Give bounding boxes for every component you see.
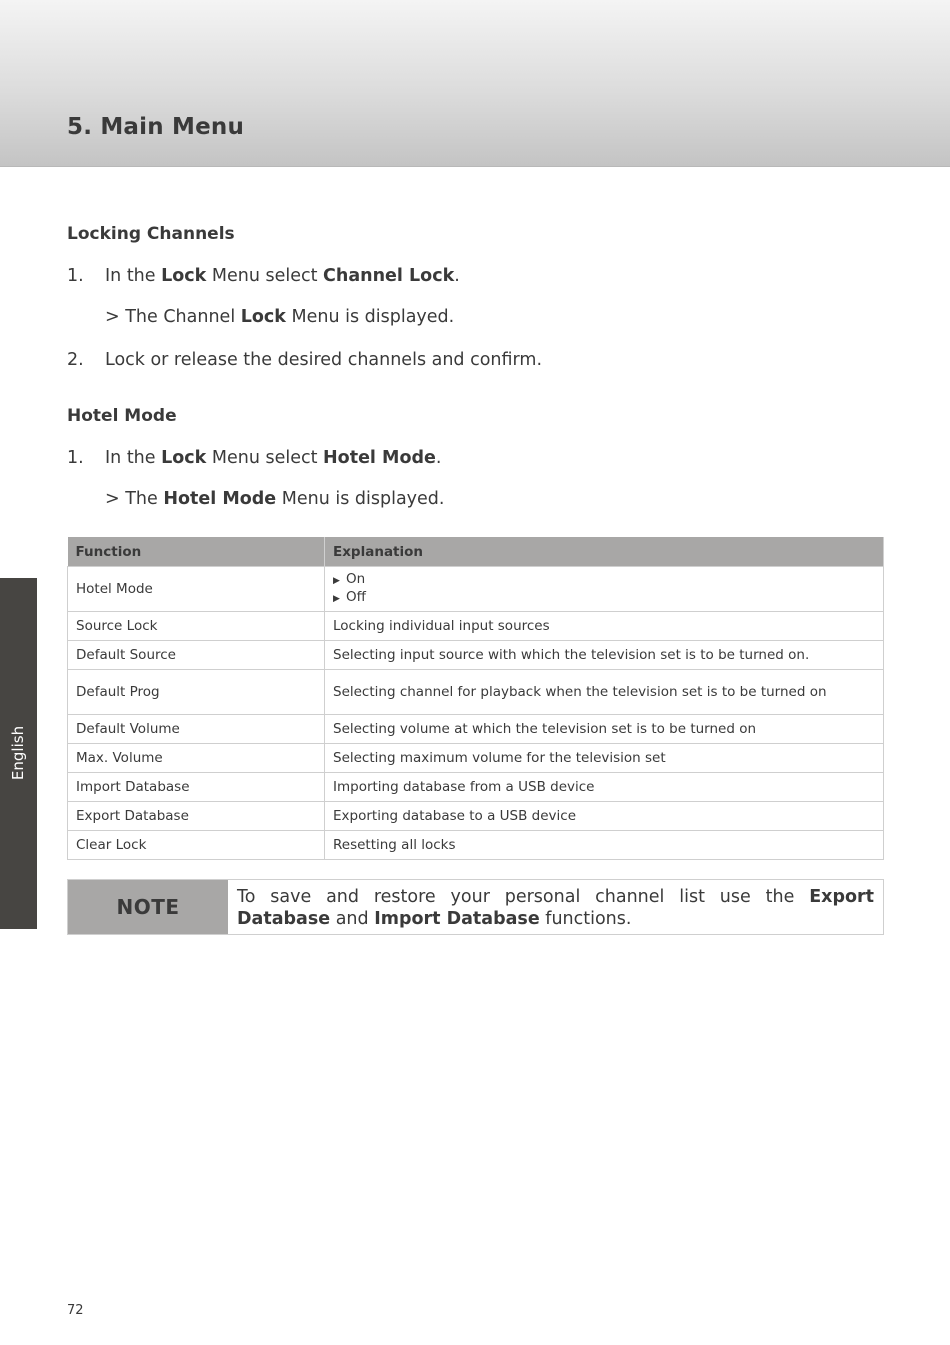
table-row xyxy=(68,612,884,641)
locking-step-2 xyxy=(67,350,542,370)
result-text: > The Channel xyxy=(105,307,241,327)
step-bold-hotel-mode: Hotel Mode xyxy=(323,448,436,468)
function-cell: Max. Volume xyxy=(68,744,325,773)
option-off xyxy=(333,589,875,607)
table-row xyxy=(68,744,884,773)
function-cell: Export Database xyxy=(68,802,325,831)
step-text: In the xyxy=(105,266,162,286)
table-header-row xyxy=(68,537,884,567)
explanation-cell: Selecting maximum volume for the television set xyxy=(325,744,884,773)
note-label: NOTE xyxy=(68,880,228,934)
explanation-cell: Selecting input source with which the television set is to be turned on. xyxy=(325,641,884,670)
table-row xyxy=(68,641,884,670)
page-number: 72 xyxy=(67,1303,84,1318)
step-text: Menu select xyxy=(206,448,324,468)
function-cell: Import Database xyxy=(68,773,325,802)
table-row xyxy=(68,715,884,744)
explanation-cell: Exporting database to a USB device xyxy=(325,802,884,831)
explanation-cell: Selecting volume at which the television set is to be turned on xyxy=(325,715,884,744)
step-text: In the xyxy=(105,448,162,468)
table-row xyxy=(68,773,884,802)
result-bold-hotel-mode: Hotel Mode xyxy=(163,489,277,509)
step-text: Menu select xyxy=(206,266,324,286)
hotel-step-1 xyxy=(67,448,441,468)
page-header xyxy=(0,0,950,167)
hotel-result-1 xyxy=(105,489,444,509)
option-on xyxy=(333,571,875,589)
table-row xyxy=(68,567,884,612)
hotel-mode-heading: Hotel Mode xyxy=(67,406,177,426)
locking-result-1 xyxy=(105,307,454,327)
step-bold-lock: Lock xyxy=(161,266,207,286)
locking-channels-heading: Locking Channels xyxy=(67,224,235,244)
explanation-cell: Importing database from a USB device xyxy=(325,773,884,802)
note-text-part: and xyxy=(330,909,375,929)
note-text-part: functions. xyxy=(539,909,632,929)
step-text: . xyxy=(435,448,442,468)
function-cell: Clear Lock xyxy=(68,831,325,860)
table-row xyxy=(68,831,884,860)
option-label: On xyxy=(346,571,366,587)
explanation-cell xyxy=(325,567,884,612)
function-cell: Default Source xyxy=(68,641,325,670)
triangle-bullet-icon: ▶ xyxy=(333,576,340,586)
option-label: Off xyxy=(346,589,366,605)
step-text: . xyxy=(454,266,460,286)
function-cell: Default Prog xyxy=(68,670,325,715)
step-number: 1. xyxy=(67,448,84,468)
step-bold-channel-lock: Channel Lock xyxy=(323,266,455,286)
table-row xyxy=(68,802,884,831)
step-number: 2. xyxy=(67,350,84,370)
function-cell: Hotel Mode xyxy=(68,567,325,612)
explanation-cell: Resetting all locks xyxy=(325,831,884,860)
step-number: 1. xyxy=(67,266,84,286)
column-header-explanation: Explanation xyxy=(325,537,884,567)
result-text: > The xyxy=(105,489,164,509)
hotel-mode-function-table xyxy=(67,537,884,860)
triangle-bullet-icon: ▶ xyxy=(333,594,340,604)
locking-step-1 xyxy=(67,266,460,286)
step-text: Lock or release the desired channels and confirm. xyxy=(105,350,543,370)
function-cell: Source Lock xyxy=(68,612,325,641)
explanation-cell: Selecting channel for playback when the television set is to be turned on xyxy=(325,670,884,715)
note-bold-export-database: Export Database xyxy=(237,887,874,929)
result-text: Menu is displayed. xyxy=(276,489,445,509)
explanation-cell: Locking individual input sources xyxy=(325,612,884,641)
function-cell: Default Volume xyxy=(68,715,325,744)
note-text-part: To save and restore your personal channel list use the xyxy=(237,887,810,907)
note-text xyxy=(228,880,883,934)
language-side-tab-label: English xyxy=(9,725,27,781)
result-bold-lock: Lock xyxy=(240,307,286,327)
table-row xyxy=(68,670,884,715)
page-title: 5. Main Menu xyxy=(67,114,245,140)
note-box xyxy=(67,879,884,935)
column-header-function: Function xyxy=(68,537,325,567)
note-bold-import-database: Import Database xyxy=(374,909,540,929)
result-text: Menu is displayed. xyxy=(285,307,455,327)
step-bold-lock: Lock xyxy=(161,448,207,468)
